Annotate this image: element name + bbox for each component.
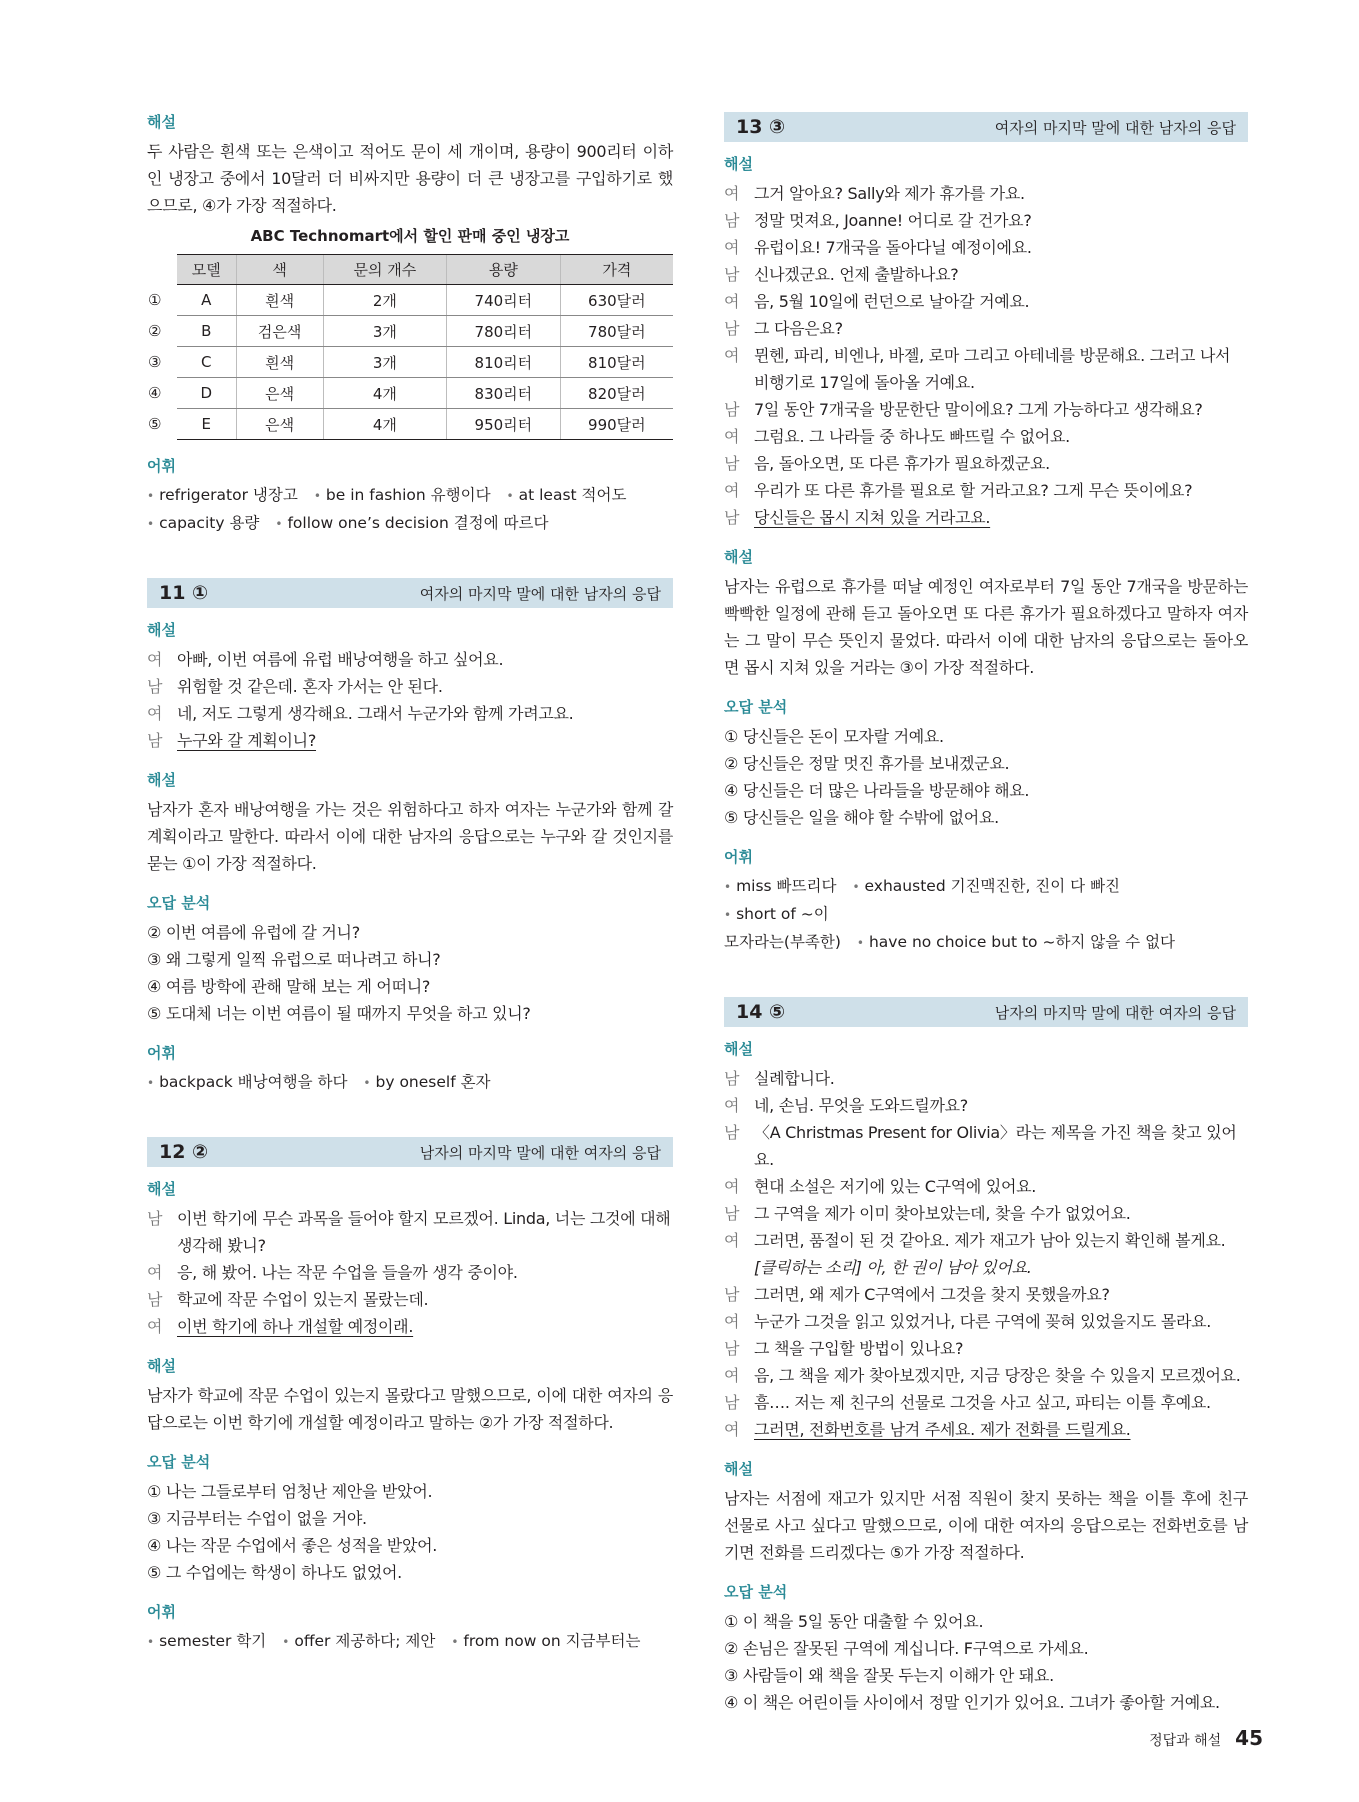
dialogue-line	[147, 673, 673, 700]
left-column	[147, 112, 673, 1656]
table-cell: C	[177, 347, 236, 378]
dialogue-line	[724, 288, 1248, 315]
speaker: 여	[724, 346, 740, 365]
answer-text: 당신들은 몹시 지쳐 있을 거라고요.	[754, 508, 991, 527]
dialogue-text: 아빠, 이번 여름에 유럽 배낭여행을 하고 싶어요.	[177, 650, 504, 669]
speaker: 남	[724, 1339, 740, 1358]
footer-text: 정답과 해설	[1149, 1733, 1222, 1749]
vocab-line	[724, 929, 1248, 957]
vocab-item: • follow one’s decision 결정에 따르다	[275, 514, 548, 532]
right-column	[724, 112, 1248, 1716]
dialogue-text: 우리가 또 다른 휴가를 필요로 할 거라고요? 그게 무슨 뜻이에요?	[754, 481, 1193, 500]
explanation-paragraph: 두 사람은 흰색 또는 은색이고 적어도 문이 세 개이며, 용량이 900리터 이하인 냉장고 중에서 10달러 더 비싸지만 용량이 더 큰 냉장고를 구입하기로 했으므로, ④가 가장 적절하다.	[147, 142, 673, 215]
table-cell: 흰색	[236, 347, 323, 378]
dialogue-text: 그 다음은요?	[754, 319, 843, 338]
dialogue-text: 7일 동안 7개국을 방문한단 말이에요? 그게 가능하다고 생각해요?	[754, 400, 1203, 419]
dialogue-line	[147, 1205, 673, 1259]
section-label: 해설	[724, 155, 753, 173]
dialogue-line	[724, 1281, 1248, 1308]
dialogue-text: 그러면, 품절이 된 것 같아요. 제가 재고가 남아 있는지 확인해 볼게요.	[754, 1231, 1226, 1250]
table-cell: 은색	[236, 378, 323, 409]
table-row	[147, 316, 673, 347]
wrong-option: ① 나는 그들로부터 엄청난 제안을 받았어.	[147, 1482, 433, 1501]
table-cell: 3개	[323, 347, 446, 378]
speaker: 남	[724, 508, 740, 527]
table-cell: 4개	[323, 409, 446, 440]
dialogue-line	[724, 1119, 1248, 1173]
dialogue-text: 뮌헨, 파리, 비엔나, 바젤, 로마 그리고 아테네를 방문해요. 그러고 나서 비행기로 17일에 돌아올 거예요.	[754, 346, 1231, 392]
dialogue-line	[724, 1200, 1248, 1227]
dialogue-text: 네, 저도 그렇게 생각해요. 그래서 누군가와 함께 가려고요.	[177, 704, 574, 723]
table-header-row	[147, 255, 673, 285]
speaker	[724, 1254, 754, 1281]
vocab-item: • capacity 용량	[147, 514, 259, 532]
table-cell: 780달러	[560, 316, 673, 347]
table-header: 가격	[560, 255, 673, 285]
speaker: 여	[724, 184, 740, 203]
vocab-item: • at least 적어도	[507, 486, 627, 504]
dialogue-line	[724, 234, 1248, 261]
dialogue-line	[724, 1389, 1248, 1416]
page-footer	[1149, 1726, 1263, 1750]
vocab-line	[147, 510, 673, 538]
question-header-13	[724, 112, 1248, 142]
speaker: 여	[724, 481, 740, 500]
table-cell: 630달러	[560, 285, 673, 316]
dialogue-line	[147, 1286, 673, 1313]
dialogue-line	[724, 1362, 1248, 1389]
section-label: 해설	[147, 1180, 176, 1198]
dialogue-line	[724, 1065, 1248, 1092]
dialogue-line	[724, 450, 1248, 477]
wrong-option: ② 손님은 잘못된 구역에 계십니다. F구역으로 가세요.	[724, 1639, 1089, 1658]
dialogue-line	[724, 477, 1248, 504]
wrong-answer-label: 오답 분석	[147, 1453, 211, 1471]
wrong-option: ③ 사람들이 왜 책을 잘못 두는지 이해가 안 돼요.	[724, 1666, 1054, 1685]
section-label: 해설	[724, 548, 753, 566]
answer-text: 그러면, 전화번호를 남겨 주세요. 제가 전화를 드릴게요.	[754, 1420, 1131, 1439]
speaker: 여	[724, 1096, 740, 1115]
section-label: 해설	[147, 113, 176, 131]
table-row	[147, 347, 673, 378]
speaker: 여	[724, 1177, 740, 1196]
wrong-option: ⑤ 그 수업에는 학생이 하나도 없었어.	[147, 1563, 402, 1582]
vocab-label: 어휘	[147, 1603, 176, 1621]
speaker: 여	[724, 1366, 740, 1385]
dialogue-line	[724, 180, 1248, 207]
question-number: 14 ⑤	[736, 1001, 786, 1023]
vocab-label: 어휘	[724, 848, 753, 866]
section-label: 해설	[147, 771, 176, 789]
speaker: 여	[724, 292, 740, 311]
dialogue-text: 흠…. 저는 제 친구의 선물로 그것을 사고 싶고, 파티는 이틀 후예요.	[754, 1393, 1211, 1412]
speaker: 남	[724, 1393, 740, 1412]
speaker: 남	[724, 1123, 740, 1142]
dialogue-text: 유럽이요! 7개국을 돌아다닐 예정이에요.	[754, 238, 1032, 257]
dialogue-line	[724, 1335, 1248, 1362]
dialogue-line	[724, 396, 1248, 423]
explanation-paragraph: 남자는 유럽으로 휴가를 떠날 예정인 여자로부터 7일 동안 7개국을 방문하는 빡빡한 일정에 관해 듣고 돌아오면 또 다른 휴가가 필요하겠다고 말하자 여자는 그 말이 무슨 뜻인지 물었다. 따라서 이에 대한 남자의 응답으로는 돌아오면 몹시 지쳐 있을 거라는 ③이 가장 적절하다.	[724, 577, 1248, 677]
vocab-item: • refrigerator 냉장고	[147, 486, 298, 504]
wrong-option: ④ 이 책은 어린이들 사이에서 정말 인기가 있어요. 그녀가 좋아할 거예요.	[724, 1693, 1220, 1712]
speaker: 남	[724, 211, 740, 230]
page-number: 45	[1235, 1726, 1263, 1750]
speaker: 남	[724, 1069, 740, 1088]
dialogue-line	[724, 1092, 1248, 1119]
table-cell: 740리터	[447, 285, 561, 316]
dialogue-text: 음, 그 책을 제가 찾아보겠지만, 지금 당장은 찾을 수 있을지 모르겠어요.	[754, 1366, 1241, 1385]
dialogue-text: 실례합니다.	[754, 1069, 835, 1088]
dialogue-text: 그러면, 왜 제가 C구역에서 그것을 찾지 못했을까요?	[754, 1285, 1110, 1304]
dialogue-text: 응, 해 봤어. 나는 작문 수업을 들을까 생각 중이야.	[177, 1263, 518, 1282]
speaker: 남	[724, 1285, 740, 1304]
dialogue-line	[724, 261, 1248, 288]
dialogue-text: 음, 돌아오면, 또 다른 휴가가 필요하겠군요.	[754, 454, 1050, 473]
section-label: 해설	[724, 1460, 753, 1478]
vocab-item: • short of ~이	[724, 905, 829, 923]
vocab-line	[147, 1069, 673, 1097]
table-header: 색	[236, 255, 323, 285]
vocab-item: • backpack 배낭여행을 하다	[147, 1073, 347, 1091]
question-number: 11 ①	[159, 582, 209, 604]
speaker: 남	[724, 319, 740, 338]
table-cell: 820달러	[560, 378, 673, 409]
dialogue-line	[724, 1416, 1248, 1443]
dialogue-line	[724, 207, 1248, 234]
vocab-item: • from now on 지금부터는	[451, 1632, 640, 1650]
table-title: ABC Technomart에서 할인 판매 중인 냉장고	[250, 227, 570, 245]
table-cell: B	[177, 316, 236, 347]
question-number: 13 ③	[736, 116, 786, 138]
table-header: 문의 개수	[323, 255, 446, 285]
speaker: 남	[147, 677, 163, 696]
table-header: 모델	[177, 255, 236, 285]
question-description: 남자의 마지막 말에 대한 여자의 응답	[994, 1003, 1236, 1022]
vocab-item: • have no choice but to ~하지 않을 수 없다	[857, 933, 1175, 951]
section-label: 해설	[147, 621, 176, 639]
dialogue-text: 학교에 작문 수업이 있는지 몰랐는데.	[177, 1290, 429, 1309]
dialogue-text: 그 책을 구입할 방법이 있나요?	[754, 1339, 964, 1358]
question-header-11	[147, 578, 673, 608]
dialogue-line	[724, 1227, 1248, 1254]
dialogue-text: 〈A Christmas Present for Olivia〉라는 제목을 가진 책을 찾고 있어요.	[754, 1123, 1237, 1169]
speaker: 여	[147, 1263, 163, 1282]
answer-text: 이번 학기에 하나 개설할 예정이래.	[177, 1317, 414, 1336]
speaker: 여	[147, 704, 163, 723]
wrong-option: ④ 당신들은 더 많은 나라들을 방문해야 해요.	[724, 781, 1030, 800]
vocab-line	[147, 1628, 673, 1656]
answer-text: 누구와 갈 계획이니?	[177, 731, 317, 750]
vocab-item: • semester 학기	[147, 1632, 266, 1650]
wrong-option: ③ 지금부터는 수업이 없을 거야.	[147, 1509, 367, 1528]
table-cell: A	[177, 285, 236, 316]
wrong-option: ② 당신들은 정말 멋진 휴가를 보내겠군요.	[724, 754, 1010, 773]
wrong-option: ① 당신들은 돈이 모자랄 거예요.	[724, 727, 944, 746]
vocab-item: • be in fashion 유행이다	[314, 486, 491, 504]
wrong-answer-label: 오답 분석	[147, 894, 211, 912]
dialogue-line	[147, 700, 673, 727]
speaker: 남	[724, 454, 740, 473]
question-description: 여자의 마지막 말에 대한 남자의 응답	[994, 118, 1236, 137]
speaker: 남	[724, 400, 740, 419]
row-number: ④	[147, 378, 177, 409]
table-cell: 810달러	[560, 347, 673, 378]
wrong-option: ⑤ 당신들은 일을 해야 할 수밖에 없어요.	[724, 808, 999, 827]
table-cell: 830리터	[447, 378, 561, 409]
wrong-option: ④ 나는 작문 수업에서 좋은 성적을 받았어.	[147, 1536, 438, 1555]
dialogue-line	[724, 1308, 1248, 1335]
table-cell: 780리터	[447, 316, 561, 347]
dialogue-line	[724, 423, 1248, 450]
vocab-label: 어휘	[147, 457, 176, 475]
dialogue-line	[724, 1254, 1248, 1281]
wrong-option: ⑤ 도대체 너는 이번 여름이 될 때까지 무엇을 하고 있니?	[147, 1004, 531, 1023]
dialogue-text: 누군가 그것을 읽고 있었거나, 다른 구역에 꽂혀 있었을지도 몰라요.	[754, 1312, 1212, 1331]
speaker: 남	[147, 731, 163, 750]
question-header-14	[724, 997, 1248, 1027]
vocab-item: • by oneself 혼자	[363, 1073, 490, 1091]
speaker: 남	[147, 1290, 163, 1309]
table-cell: 은색	[236, 409, 323, 440]
table-cell: 검은색	[236, 316, 323, 347]
table-header: 용량	[447, 255, 561, 285]
speaker: 여	[147, 650, 163, 669]
dialogue-text: 정말 멋져요, Joanne! 어디로 갈 건가요?	[754, 211, 1032, 230]
table-cell: D	[177, 378, 236, 409]
dialogue-text: 그 구역을 제가 이미 찾아보았는데, 찾을 수가 없었어요.	[754, 1204, 1131, 1223]
wrong-option: ① 이 책을 5일 동안 대출할 수 있어요.	[724, 1612, 984, 1631]
section-label: 해설	[147, 1357, 176, 1375]
dialogue-text: [클릭하는 소리] 아, 한 권이 남아 있어요.	[754, 1258, 1032, 1277]
dialogue-text: 신나겠군요. 언제 출발하나요?	[754, 265, 959, 284]
table-cell: 2개	[323, 285, 446, 316]
vocab-label: 어휘	[147, 1044, 176, 1062]
dialogue-line	[147, 1313, 673, 1340]
explanation-paragraph: 남자는 서점에 재고가 있지만 서점 직원이 찾지 못하는 책을 이틀 후에 친구 선물로 사고 싶다고 말했으므로, 이에 대한 여자의 응답으로는 전화번호를 남기면 전화를 드리겠다는 ⑤가 가장 적절하다.	[724, 1489, 1248, 1562]
question-description: 여자의 마지막 말에 대한 남자의 응답	[419, 584, 661, 603]
section-label: 해설	[724, 1040, 753, 1058]
wrong-option: ④ 여름 방학에 관해 말해 보는 게 어떠니?	[147, 977, 431, 996]
speaker: 여	[147, 1317, 163, 1336]
speaker: 여	[724, 1231, 740, 1250]
dialogue-line	[724, 1173, 1248, 1200]
table-cell: 810리터	[447, 347, 561, 378]
vocab-line	[724, 873, 1248, 929]
dialogue-text: 현대 소설은 저기에 있는 C구역에 있어요.	[754, 1177, 1037, 1196]
refrigerator-table	[147, 254, 673, 440]
row-number: ③	[147, 347, 177, 378]
vocab-item: 모자라는(부족한)	[724, 933, 841, 951]
dialogue-line	[724, 342, 1248, 396]
explanation-paragraph: 남자가 학교에 작문 수업이 있는지 몰랐다고 말했으므로, 이에 대한 여자의 응답으로는 이번 학기에 개설할 예정이라고 말하는 ②가 가장 적절하다.	[147, 1386, 673, 1432]
dialogue-text: 그거 알아요? Sally와 제가 휴가를 가요.	[754, 184, 1025, 203]
table-cell: E	[177, 409, 236, 440]
wrong-answer-label: 오답 분석	[724, 1583, 788, 1601]
dialogue-text: 음, 5월 10일에 런던으로 날아갈 거예요.	[754, 292, 1030, 311]
question-number: 12 ②	[159, 1141, 209, 1163]
table-row	[147, 285, 673, 316]
table-row	[147, 378, 673, 409]
speaker: 남	[724, 265, 740, 284]
speaker: 여	[724, 1420, 740, 1439]
wrong-answer-label: 오답 분석	[724, 698, 788, 716]
table-cell: 3개	[323, 316, 446, 347]
question-description: 남자의 마지막 말에 대한 여자의 응답	[419, 1143, 661, 1162]
question-header-12	[147, 1137, 673, 1167]
table-cell: 4개	[323, 378, 446, 409]
vocab-line	[147, 482, 673, 510]
speaker: 남	[724, 1204, 740, 1223]
dialogue-text: 이번 학기에 무슨 과목을 들어야 할지 모르겠어. Linda, 너는 그것에 대해 생각해 봤니?	[177, 1209, 671, 1255]
dialogue-text: 위험할 것 같은데. 혼자 가서는 안 된다.	[177, 677, 443, 696]
vocab-item: • offer 제공하다; 제안	[282, 1632, 435, 1650]
vocab-item: • miss 빠뜨리다	[724, 877, 836, 895]
explanation-paragraph: 남자가 혼자 배낭여행을 가는 것은 위험하다고 하자 여자는 누군가와 함께 갈 계획이라고 말한다. 따라서 이에 대한 남자의 응답으로는 누구와 갈 것인지를 묻는 ①이 가장 적절하다.	[147, 800, 673, 873]
row-number: ②	[147, 316, 177, 347]
row-number: ⑤	[147, 409, 177, 440]
dialogue-line	[724, 504, 1248, 531]
vocab-item: • exhausted 기진맥진한, 진이 다 빠진	[852, 877, 1120, 895]
dialogue-text: 그럼요. 그 나라들 중 하나도 빠뜨릴 수 없어요.	[754, 427, 1070, 446]
speaker: 여	[724, 1312, 740, 1331]
row-number: ①	[147, 285, 177, 316]
speaker: 여	[724, 238, 740, 257]
dialogue-line	[147, 1259, 673, 1286]
wrong-option: ③ 왜 그렇게 일찍 유럽으로 떠나려고 하니?	[147, 950, 441, 969]
dialogue-text: 네, 손님. 무엇을 도와드릴까요?	[754, 1096, 968, 1115]
table-cell: 흰색	[236, 285, 323, 316]
table-cell: 950리터	[447, 409, 561, 440]
wrong-option: ② 이번 여름에 유럽에 갈 거니?	[147, 923, 360, 942]
speaker: 여	[724, 427, 740, 446]
dialogue-line	[147, 727, 673, 754]
dialogue-line	[724, 315, 1248, 342]
dialogue-line	[147, 646, 673, 673]
speaker: 남	[147, 1209, 163, 1228]
table-cell: 990달러	[560, 409, 673, 440]
table-row	[147, 409, 673, 440]
